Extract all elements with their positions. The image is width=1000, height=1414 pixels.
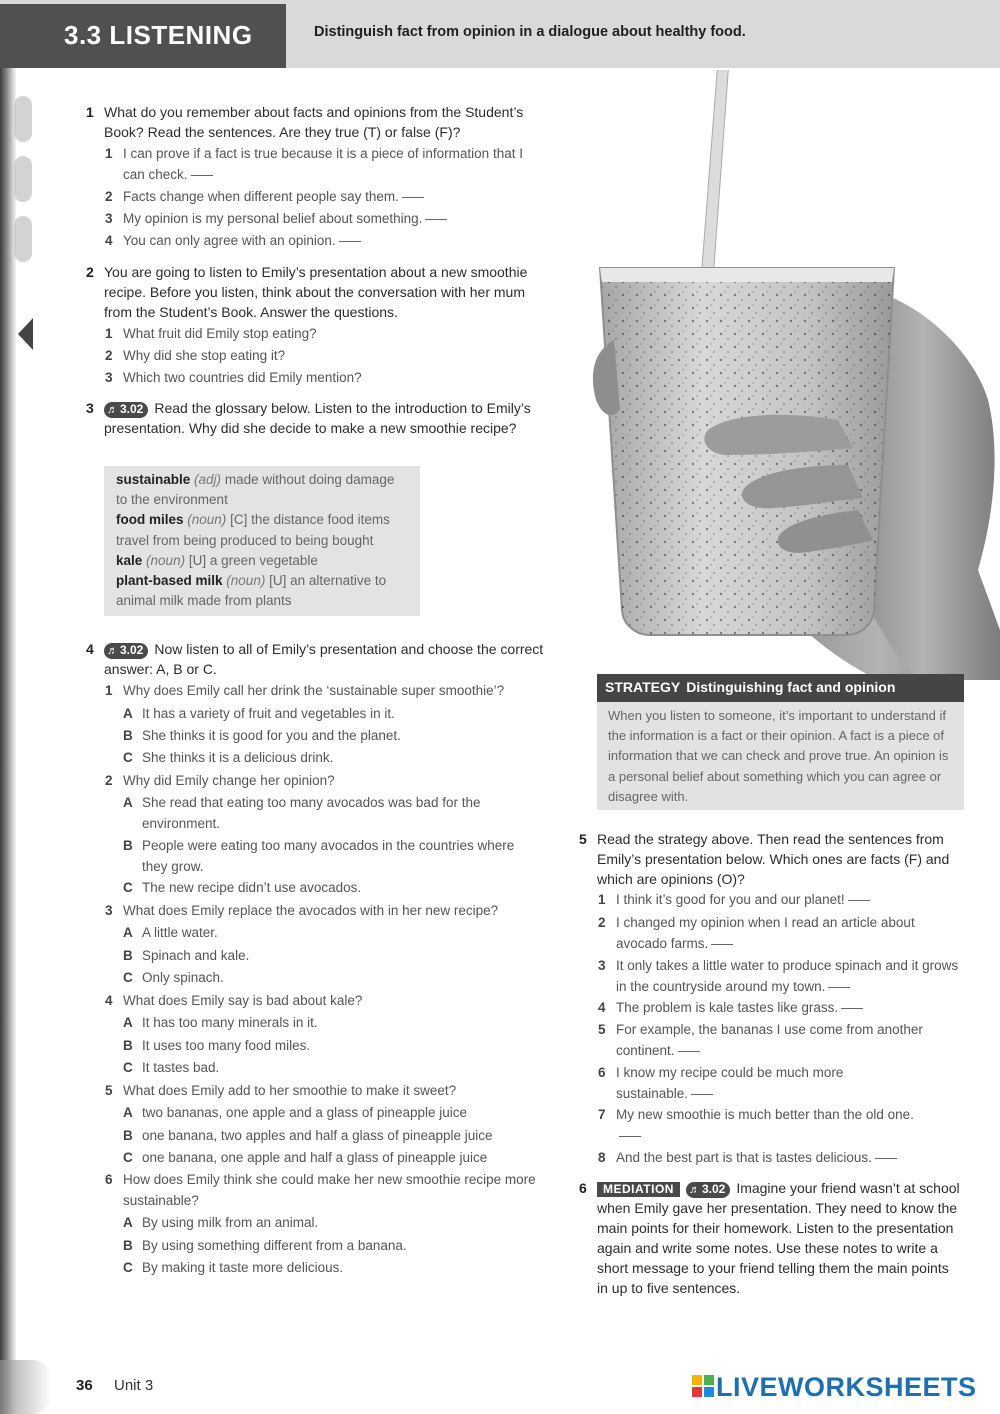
answer-option[interactable]: A It has too many minerals in it. — [123, 1015, 318, 1030]
ex4-question: 5 What does Emily add to her smoothie to make it sweet? — [105, 1083, 457, 1098]
page-binding-edge — [0, 0, 16, 1414]
binding-hole — [14, 156, 32, 202]
answer-blank[interactable] — [619, 1136, 641, 1137]
speaker-icon: ♬ — [107, 404, 118, 416]
ex1-item: 3 My opinion is my personal belief about something. — [123, 209, 543, 230]
audio-track-button[interactable]: ♬ 3.02 — [104, 402, 148, 418]
answer-blank[interactable] — [841, 1008, 863, 1009]
smoothie-glass-illustration — [578, 70, 1000, 680]
ex4-question: 3 What does Emily replace the avocados with in her new recipe? — [105, 903, 499, 918]
exercise-number: 1 — [86, 104, 94, 120]
page-turn-arrow-icon[interactable] — [18, 318, 33, 350]
ex2-item: 2 Why did she stop eating it? — [105, 348, 286, 363]
audio-track-button[interactable]: ♬ 3.02 — [104, 643, 148, 659]
ex5-item: 1 I think it’s good for you and our planet! — [616, 890, 966, 911]
answer-blank[interactable] — [691, 1094, 713, 1095]
ex1-item: 2 Facts change when different people say them. — [123, 187, 543, 208]
strategy-title: Distinguishing fact and opinion — [686, 679, 896, 695]
answer-option[interactable]: B one banana, two apples and half a glass of pineapple juice — [123, 1128, 493, 1143]
answer-option[interactable]: C By making it taste more delicious. — [123, 1260, 344, 1275]
ex5-item: 5 For example, the bananas I use come from another continent. — [598, 1022, 923, 1058]
ex5-item: 7 My new smoothie is much better than the old one. — [616, 1105, 916, 1146]
page-edge-shadow — [0, 1360, 52, 1414]
strategy-text: When you listen to someone, it’s important to understand if the information is a fact or their opinion. A fact is a piece of information that we can check and prove true. An opinion is a personal belief about something which you can agree or disagree with. — [597, 702, 964, 810]
answer-option[interactable]: A She read that eating too many avocados was bad for the environment. — [123, 795, 481, 831]
ex1-item: 1 I can prove if a fact is true because it is a piece of information that I can check. — [105, 146, 523, 182]
answer-option[interactable]: C It tastes bad. — [123, 1060, 220, 1075]
speaker-icon: ♬ — [107, 645, 118, 657]
smoothie-photo — [578, 70, 1000, 680]
answer-option[interactable]: C one banana, one apple and half a glass of pineapple juice — [123, 1150, 488, 1165]
section-title: 3.3 LISTENING — [64, 20, 253, 50]
answer-option[interactable]: C The new recipe didn’t use avocados. — [123, 880, 362, 895]
answer-option[interactable]: A It has a variety of fruit and vegetables in it. — [123, 706, 395, 721]
answer-option[interactable]: B Spinach and kale. — [123, 948, 250, 963]
answer-blank[interactable] — [402, 197, 424, 198]
answer-blank[interactable] — [875, 1158, 897, 1159]
exercise-1-instruction: 1 What do you remember about facts and opinions from the Student’s Book? Read the sentences. Are they true (T) or false (F)? — [86, 104, 524, 140]
glossary-entry: sustainable (adj) made without doing damage to the environment — [116, 472, 395, 508]
mediation-badge: MEDIATION — [597, 1182, 680, 1197]
binding-hole — [14, 216, 32, 262]
exercise-3-instruction: 3 ♬ 3.02 Read the glossary below. Listen to the introduction to Emily’s presentation. Why did she decide to make a new smoothie recipe? — [86, 400, 531, 436]
glossary-entry: kale (noun) [U] a green vegetable — [116, 552, 318, 568]
ex4-question: 6 How does Emily think she could make her new smoothie recipe more sustainable? — [105, 1172, 536, 1208]
answer-option[interactable]: B She thinks it is good for you and the planet. — [123, 728, 401, 743]
answer-blank[interactable] — [425, 219, 447, 220]
answer-option[interactable]: A A little water. — [123, 925, 218, 940]
glass-rim — [600, 268, 894, 282]
glossary-entry: food miles (noun) [C] the distance food items travel from being produced to being bought — [116, 512, 390, 548]
answer-blank[interactable] — [339, 241, 361, 242]
lesson-objective: Distinguish fact from opinion in a dialogue about healthy food. — [314, 24, 746, 40]
answer-option[interactable]: C She thinks it is a delicious drink. — [123, 750, 334, 765]
ex4-question: 2 Why did Emily change her opinion? — [105, 773, 335, 788]
answer-blank[interactable] — [711, 944, 733, 945]
answer-option[interactable]: A By using milk from an animal. — [123, 1215, 319, 1230]
strategy-tag: STRATEGY — [605, 679, 681, 695]
ex2-item: 1 What fruit did Emily stop eating? — [105, 326, 317, 341]
answer-blank[interactable] — [191, 175, 213, 176]
glossary-entry: plant-based milk (noun) [U] an alternative to animal milk made from plants — [116, 573, 387, 609]
glossary-box — [104, 466, 420, 616]
exercise-5-instruction: 5 Read the strategy above. Then read the sentences from Emily’s presentation below. Which ones are facts (F) and which are opinions (O)? — [579, 831, 950, 887]
answer-option[interactable]: B By using something different from a banana. — [123, 1238, 407, 1253]
answer-option[interactable]: B People were eating too many avocados in the countries where they grow. — [123, 838, 515, 874]
exercise-4-instruction: 4 ♬ 3.02 Now listen to all of Emily’s presentation and choose the correct answer: A, B or C. — [86, 641, 544, 677]
ex5-item: 4 The problem is kale tastes like grass. — [616, 998, 966, 1019]
page-header — [0, 0, 1000, 68]
strategy-header — [597, 674, 964, 702]
liveworksheets-logo-icon — [692, 1375, 714, 1397]
ex1-item: 4 You can only agree with an opinion. — [123, 231, 543, 252]
ex5-item: 2 I changed my opinion when I read an article about avocado farms. — [598, 915, 915, 951]
page-number: 36 — [76, 1377, 93, 1394]
ex2-item: 3 Which two countries did Emily mention? — [105, 370, 362, 385]
exercise-2-instruction: 2 You are going to listen to Emily’s presentation about a new smoothie recipe. Before you listen, think about the conversation with her mum from the Student’s Book. Answer the questions. — [86, 264, 528, 320]
straw — [701, 70, 729, 280]
exercise-6-instruction: 6 MEDIATION ♬ 3.02 Imagine your friend wasn’t at school when Emily gave her presentation. They need to know the main points for their homework. Listen to the presentation again and write some notes. Use these notes to write a short message to your friend telling them the main points in up to five sentences. — [579, 1180, 960, 1296]
answer-option[interactable]: B It uses too many food miles. — [123, 1038, 311, 1053]
brand-text: LIVEWORKSHEETS — [716, 1372, 977, 1402]
ex5-item: 3 It only takes a little water to produce spinach and it grows in the countryside around my town. — [598, 958, 959, 994]
ex4-question: 1 Why does Emily call her drink the ‘sustainable super smoothie’? — [105, 683, 505, 698]
speaker-icon: ♬ — [688, 1184, 700, 1196]
unit-label: Unit 3 — [114, 1377, 154, 1394]
answer-blank[interactable] — [678, 1051, 700, 1052]
binding-hole — [14, 96, 32, 142]
answer-option[interactable]: C Only spinach. — [123, 970, 224, 985]
answer-option[interactable]: A two bananas, one apple and a glass of pineapple juice — [123, 1105, 467, 1120]
answer-blank[interactable] — [828, 987, 850, 988]
ex5-item: 8 And the best part is that is tastes delicious. — [616, 1148, 966, 1169]
audio-track-button[interactable]: ♬ 3.02 — [686, 1182, 730, 1198]
ex4-question: 4 What does Emily say is bad about kale? — [105, 993, 363, 1008]
ex5-item: 6 I know my recipe could be much more sustainable. — [598, 1065, 844, 1101]
answer-blank[interactable] — [848, 900, 870, 901]
